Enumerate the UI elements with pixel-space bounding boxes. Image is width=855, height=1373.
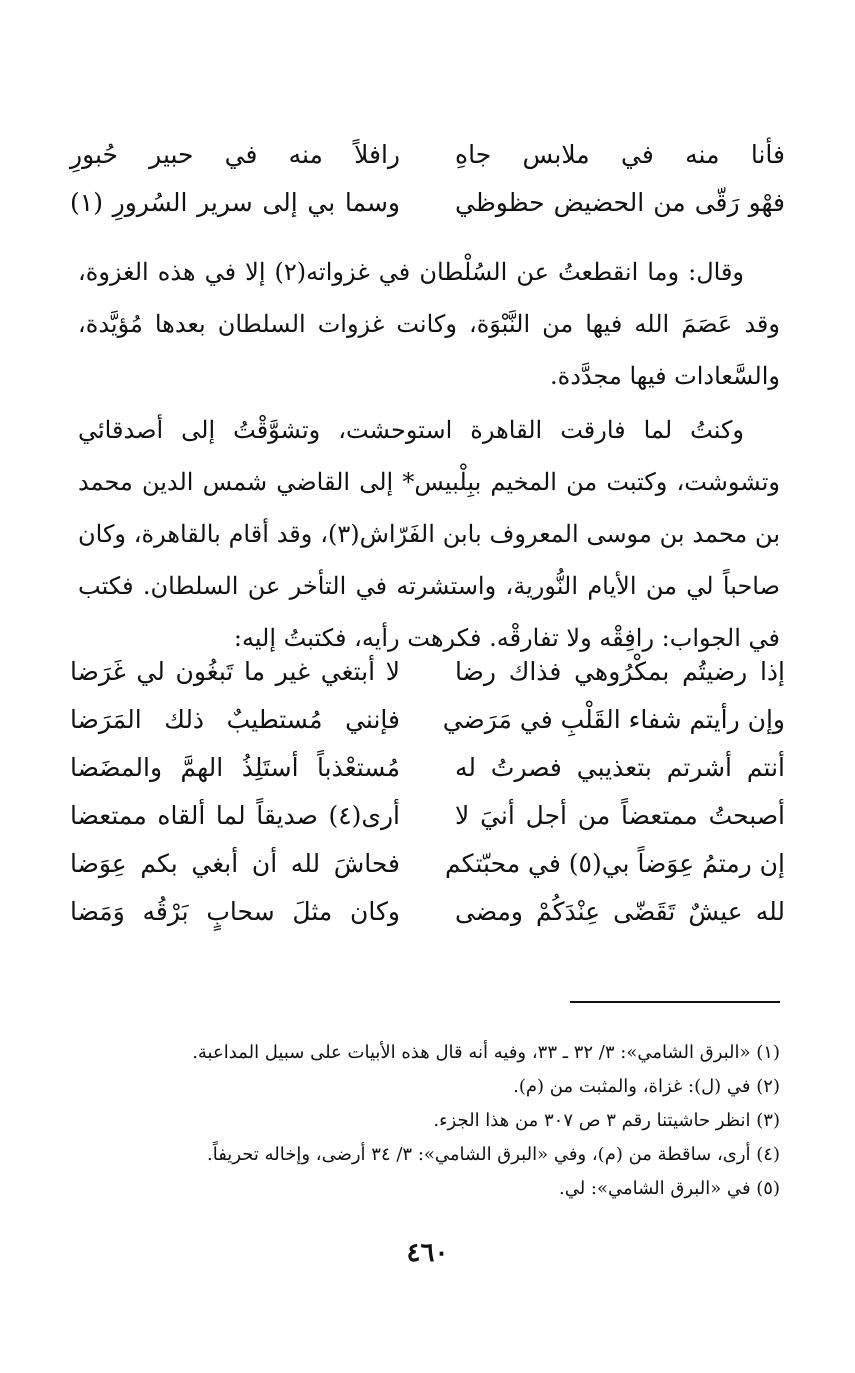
footnote: (٣) انظر حاشيتنا رقم ٣ ص ٣٠٧ من هذا الجزء. bbox=[433, 1110, 780, 1131]
verse-line bbox=[70, 897, 785, 945]
footnote: (٥) في «البرق الشامي»: لي. bbox=[558, 1178, 780, 1199]
verse-second-hemistich: لا أبتغي غير ما تَبغُون لي غَرَضا bbox=[70, 657, 400, 686]
page-number: ٤٦٠ bbox=[406, 1238, 449, 1268]
verse-second-hemistich: مُستعْذباً أستَلِذُ الهمَّ والمضَضا bbox=[70, 753, 400, 782]
poem-couplets-top bbox=[70, 140, 785, 236]
verse-second-hemistich: فإنني مُستطيبٌ ذلك المَرَضا bbox=[70, 705, 400, 734]
verse-line bbox=[70, 140, 785, 188]
poem-couplets-bottom bbox=[70, 657, 785, 945]
verse-first-hemistich: وإن رأيتم شفاء القَلْبِ في مَرَضي bbox=[442, 705, 785, 734]
verse-first-hemistich: لله عيشٌ تَقَضّى عِنْدَكُمْ ومضى bbox=[455, 897, 785, 926]
verse-line bbox=[70, 801, 785, 849]
verse-line bbox=[70, 753, 785, 801]
verse-line bbox=[70, 705, 785, 753]
verse-first-hemistich: أنتم أشرتم بتعذيبي فصرتُ له bbox=[455, 753, 785, 782]
verse-line bbox=[70, 849, 785, 897]
prose-paragraph: وكنتُ لما فارقت القاهرة استوحشت، وتشوَّقْتُ إلى أصدقائي وتشوشت، وكتبت من المخيم ببِلْبيس* إلى القاضي شمس الدين محمد بن محمد بن موسى المعروف بابن الفَرّاش(٣)، وقد أقام بالقاهرة، وكان صاحباً لي من الأيام النُّورية، واستشرته في التأخر عن السلطان. فكتب في الجواب: رافِقْه ولا تفارقْه. فكرهت رأيه، فكتبتُ إليه: bbox=[78, 416, 781, 652]
verse-line bbox=[70, 188, 785, 236]
verse-second-hemistich: وسما بي إلى سرير السُرورِ (١) bbox=[70, 188, 400, 217]
footnote: (٤) أرى، ساقطة من (م)، وفي «البرق الشامي»: ٣/ ٣٤ أرضى، وإخاله تحريفاً. bbox=[207, 1144, 780, 1165]
footnote-divider bbox=[570, 1001, 780, 1003]
verse-first-hemistich: إن رمتمُ عِوَضاً بي(٥) في محبّتكم bbox=[445, 849, 785, 878]
verse-first-hemistich: فهْو رَقّى من الحضيض حظوظي bbox=[455, 188, 785, 217]
prose-block bbox=[78, 404, 780, 664]
verse-second-hemistich: أرى(٤) صديقاً لما ألقاه ممتعضا bbox=[70, 801, 400, 830]
prose-block bbox=[78, 246, 780, 402]
footnotes bbox=[80, 1036, 780, 1206]
verse-first-hemistich: فأنا منه في ملابس جاهِ bbox=[455, 140, 785, 169]
footnote: (٢) في (ل): غزاة، والمثبت من (م). bbox=[513, 1076, 780, 1097]
footnote: (١) «البرق الشامي»: ٣/ ٣٢ ـ ٣٣، وفيه أنه قال هذه الأبيات على سبيل المداعبة. bbox=[192, 1042, 780, 1063]
verse-second-hemistich: فحاشَ لله أن أبغي بكم عِوَضا bbox=[70, 849, 400, 878]
verse-first-hemistich: أصبحتُ ممتعضاً من أجل أنيَ لا bbox=[455, 801, 785, 830]
verse-second-hemistich: وكان مثلَ سحابٍ بَرْقُه وَمَضا bbox=[70, 897, 400, 926]
verse-second-hemistich: رافلاً منه في حبير حُبورِ bbox=[70, 140, 400, 169]
verse-line bbox=[70, 657, 785, 705]
prose-paragraph: وقال: وما انقطعتُ عن السُلْطان في غزواته(٢) إلا في هذه الغزوة، وقد عَصَمَ الله فيها من النَّبْوَة، وكانت غزوات السلطان بعدها مُؤيَّدة، والسَّعادات فيها مجدَّدة. bbox=[78, 258, 780, 390]
verse-first-hemistich: إذا رضيتُم بمكْرُوهي فذاك رضا bbox=[455, 657, 785, 686]
